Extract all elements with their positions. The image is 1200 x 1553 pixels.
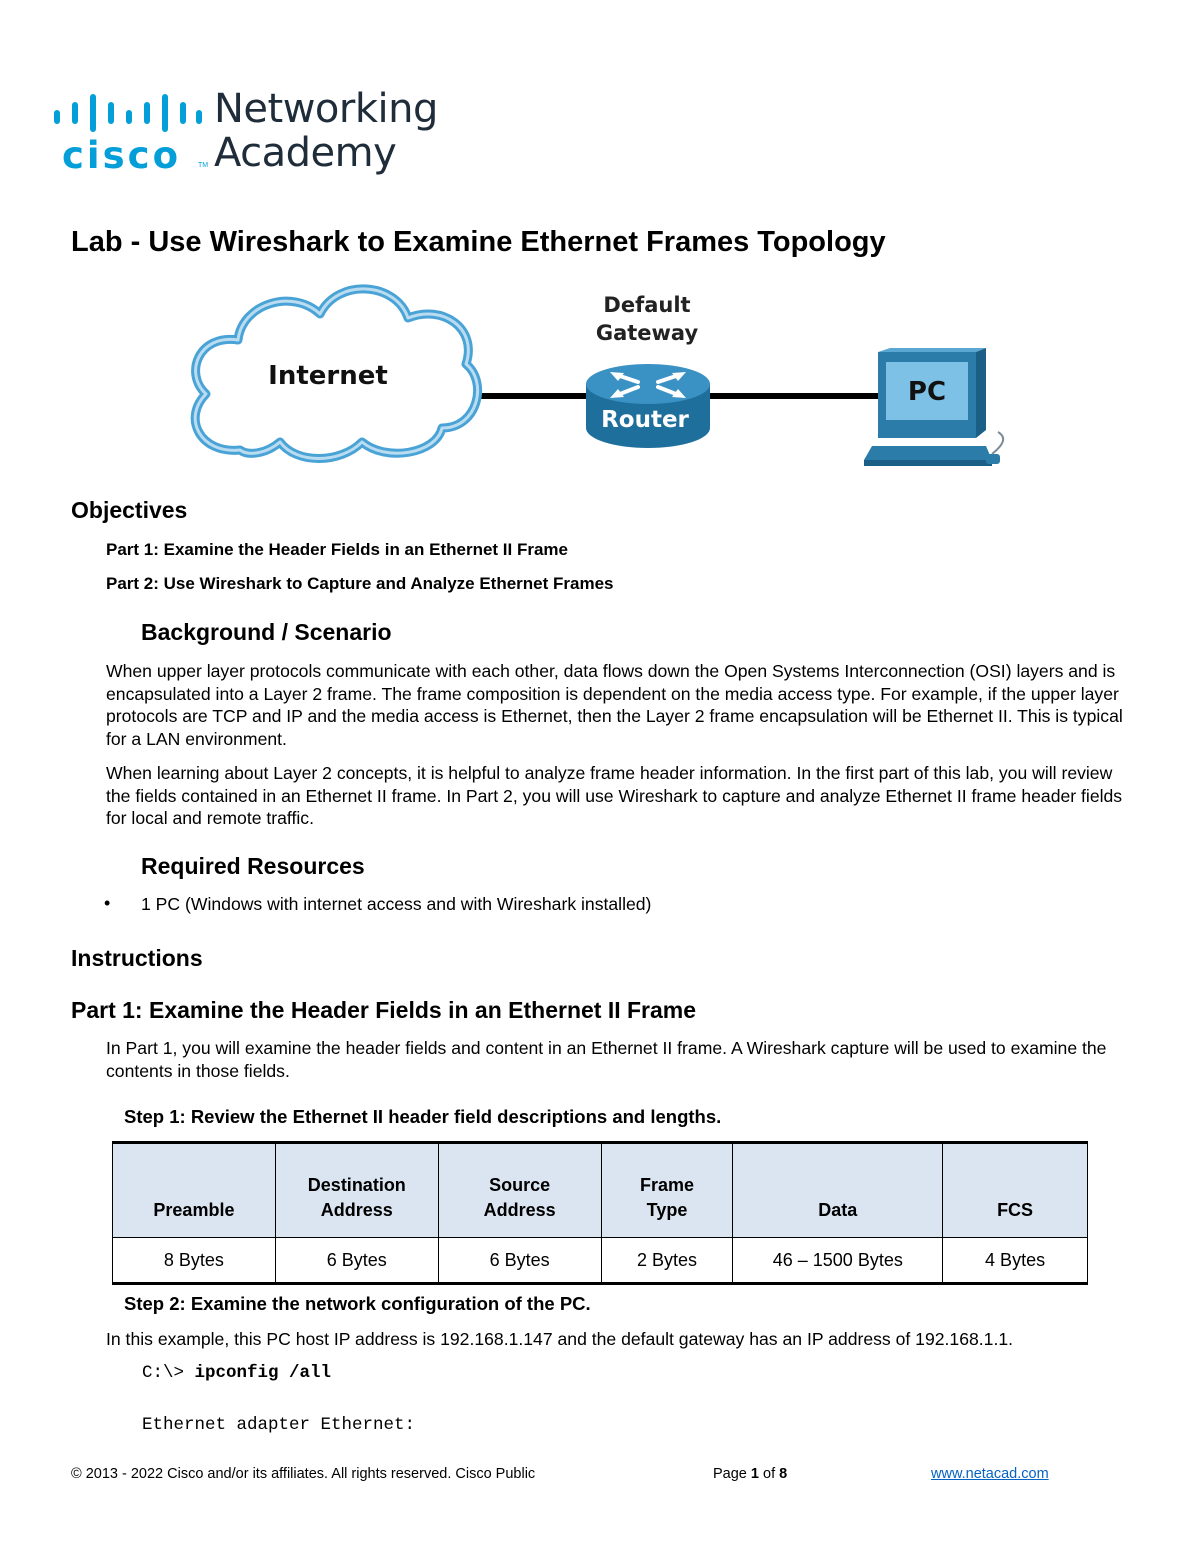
table-header-row	[113, 1143, 1088, 1238]
background-text-2: When learning about Layer 2 concepts, it is helpful to analyze frame header information. In the first part of this lab, you will review the fields contained in an Ethernet II frame. In Part 2, you will use Wireshark to capture and analyze Ethernet II frame header fields for local and remote traffic.	[106, 763, 1123, 829]
cisco-wordmark: cisco	[62, 134, 181, 177]
header-preamble: Preamble	[113, 1143, 276, 1238]
background-heading: Background / Scenario	[141, 619, 392, 645]
footer-page-number: Page 1 of 8	[713, 1466, 788, 1482]
resource-item: 1 PC (Windows with internet access and with Wireshark installed)	[141, 894, 652, 914]
background-text-1: When upper layer protocols communicate with each other, data flows down the Open Systems Interconnection (OSI) layers and is encapsulated into a Layer 2 frame. The frame composition is dependent on the media access type. For example, if the upper layer protocols are TCP and IP and the media access is Ethernet, then the Layer 2 frame encapsulation will be Ethernet II. This is typical for a LAN environment.	[106, 661, 1123, 749]
pc-icon	[864, 348, 1003, 466]
pc-label: PC	[907, 377, 947, 407]
ethernet-frame-table	[112, 1141, 1088, 1285]
command-line	[142, 1363, 331, 1383]
logo-networking: Networking	[214, 86, 438, 132]
resources-heading: Required Resources	[141, 853, 365, 879]
cisco-bars-icon	[52, 92, 202, 134]
cloud-label: Internet	[268, 361, 388, 391]
cisco-networking-academy-logo	[48, 84, 448, 184]
command-text: ipconfig /all	[194, 1363, 332, 1383]
footer-copyright: © 2013 - 2022 Cisco and/or its affiliates. All rights reserved. Cisco Public	[71, 1466, 536, 1482]
cell-source-address: 6 Bytes	[438, 1238, 601, 1284]
command-output: Ethernet adapter Ethernet:	[142, 1415, 416, 1435]
topology-diagram	[180, 278, 1020, 478]
page-title: Lab - Use Wireshark to Examine Ethernet Frames Topology	[71, 226, 886, 258]
header-source-address: Source Address	[438, 1143, 601, 1238]
objectives-heading: Objectives	[71, 497, 188, 523]
header-frame-type: Frame Type	[601, 1143, 733, 1238]
objective-part-1: Part 1: Examine the Header Fields in an Ethernet II Frame	[106, 540, 568, 559]
cell-destination-address: 6 Bytes	[275, 1238, 438, 1284]
header-fcs: FCS	[943, 1143, 1088, 1238]
gateway-label-line2: Gateway	[595, 321, 699, 345]
router-label: Router	[601, 407, 689, 433]
logo-academy: Academy	[214, 130, 397, 176]
header-destination-address: Destination Address	[275, 1143, 438, 1238]
part1-intro	[106, 1037, 1126, 1082]
table-row	[113, 1238, 1088, 1284]
background-paragraph-2	[106, 762, 1126, 830]
gateway-label-line1: Default	[603, 293, 691, 317]
step2-text: In this example, this PC host IP address is 192.168.1.147 and the default gateway has an IP address of 192.168.1.1.	[106, 1329, 1014, 1349]
header-data: Data	[733, 1143, 943, 1238]
footer-website-link[interactable]: www.netacad.com	[931, 1466, 1049, 1482]
objective-part-2: Part 2: Use Wireshark to Capture and Analyze Ethernet Frames	[106, 574, 614, 593]
command-prompt: C:\>	[142, 1363, 195, 1383]
cell-data: 46 – 1500 Bytes	[733, 1238, 943, 1284]
cell-fcs: 4 Bytes	[943, 1238, 1088, 1284]
instructions-heading: Instructions	[71, 945, 203, 971]
trademark-mark: TM	[198, 162, 209, 169]
step1-heading: Step 1: Review the Ethernet II header field descriptions and lengths.	[124, 1106, 722, 1127]
part1-heading: Part 1: Examine the Header Fields in an Ethernet II Frame	[71, 997, 697, 1023]
router-icon	[586, 364, 710, 448]
cell-frame-type: 2 Bytes	[601, 1238, 733, 1284]
part1-intro-text: In Part 1, you will examine the header fields and content in an Ethernet II frame. A Wireshark capture will be used to examine the contents in those fields.	[106, 1038, 1107, 1081]
cell-preamble: 8 Bytes	[113, 1238, 276, 1284]
background-paragraph-1	[106, 660, 1126, 750]
step2-heading: Step 2: Examine the network configuration of the PC.	[124, 1293, 591, 1314]
bullet-icon: •	[104, 893, 111, 913]
